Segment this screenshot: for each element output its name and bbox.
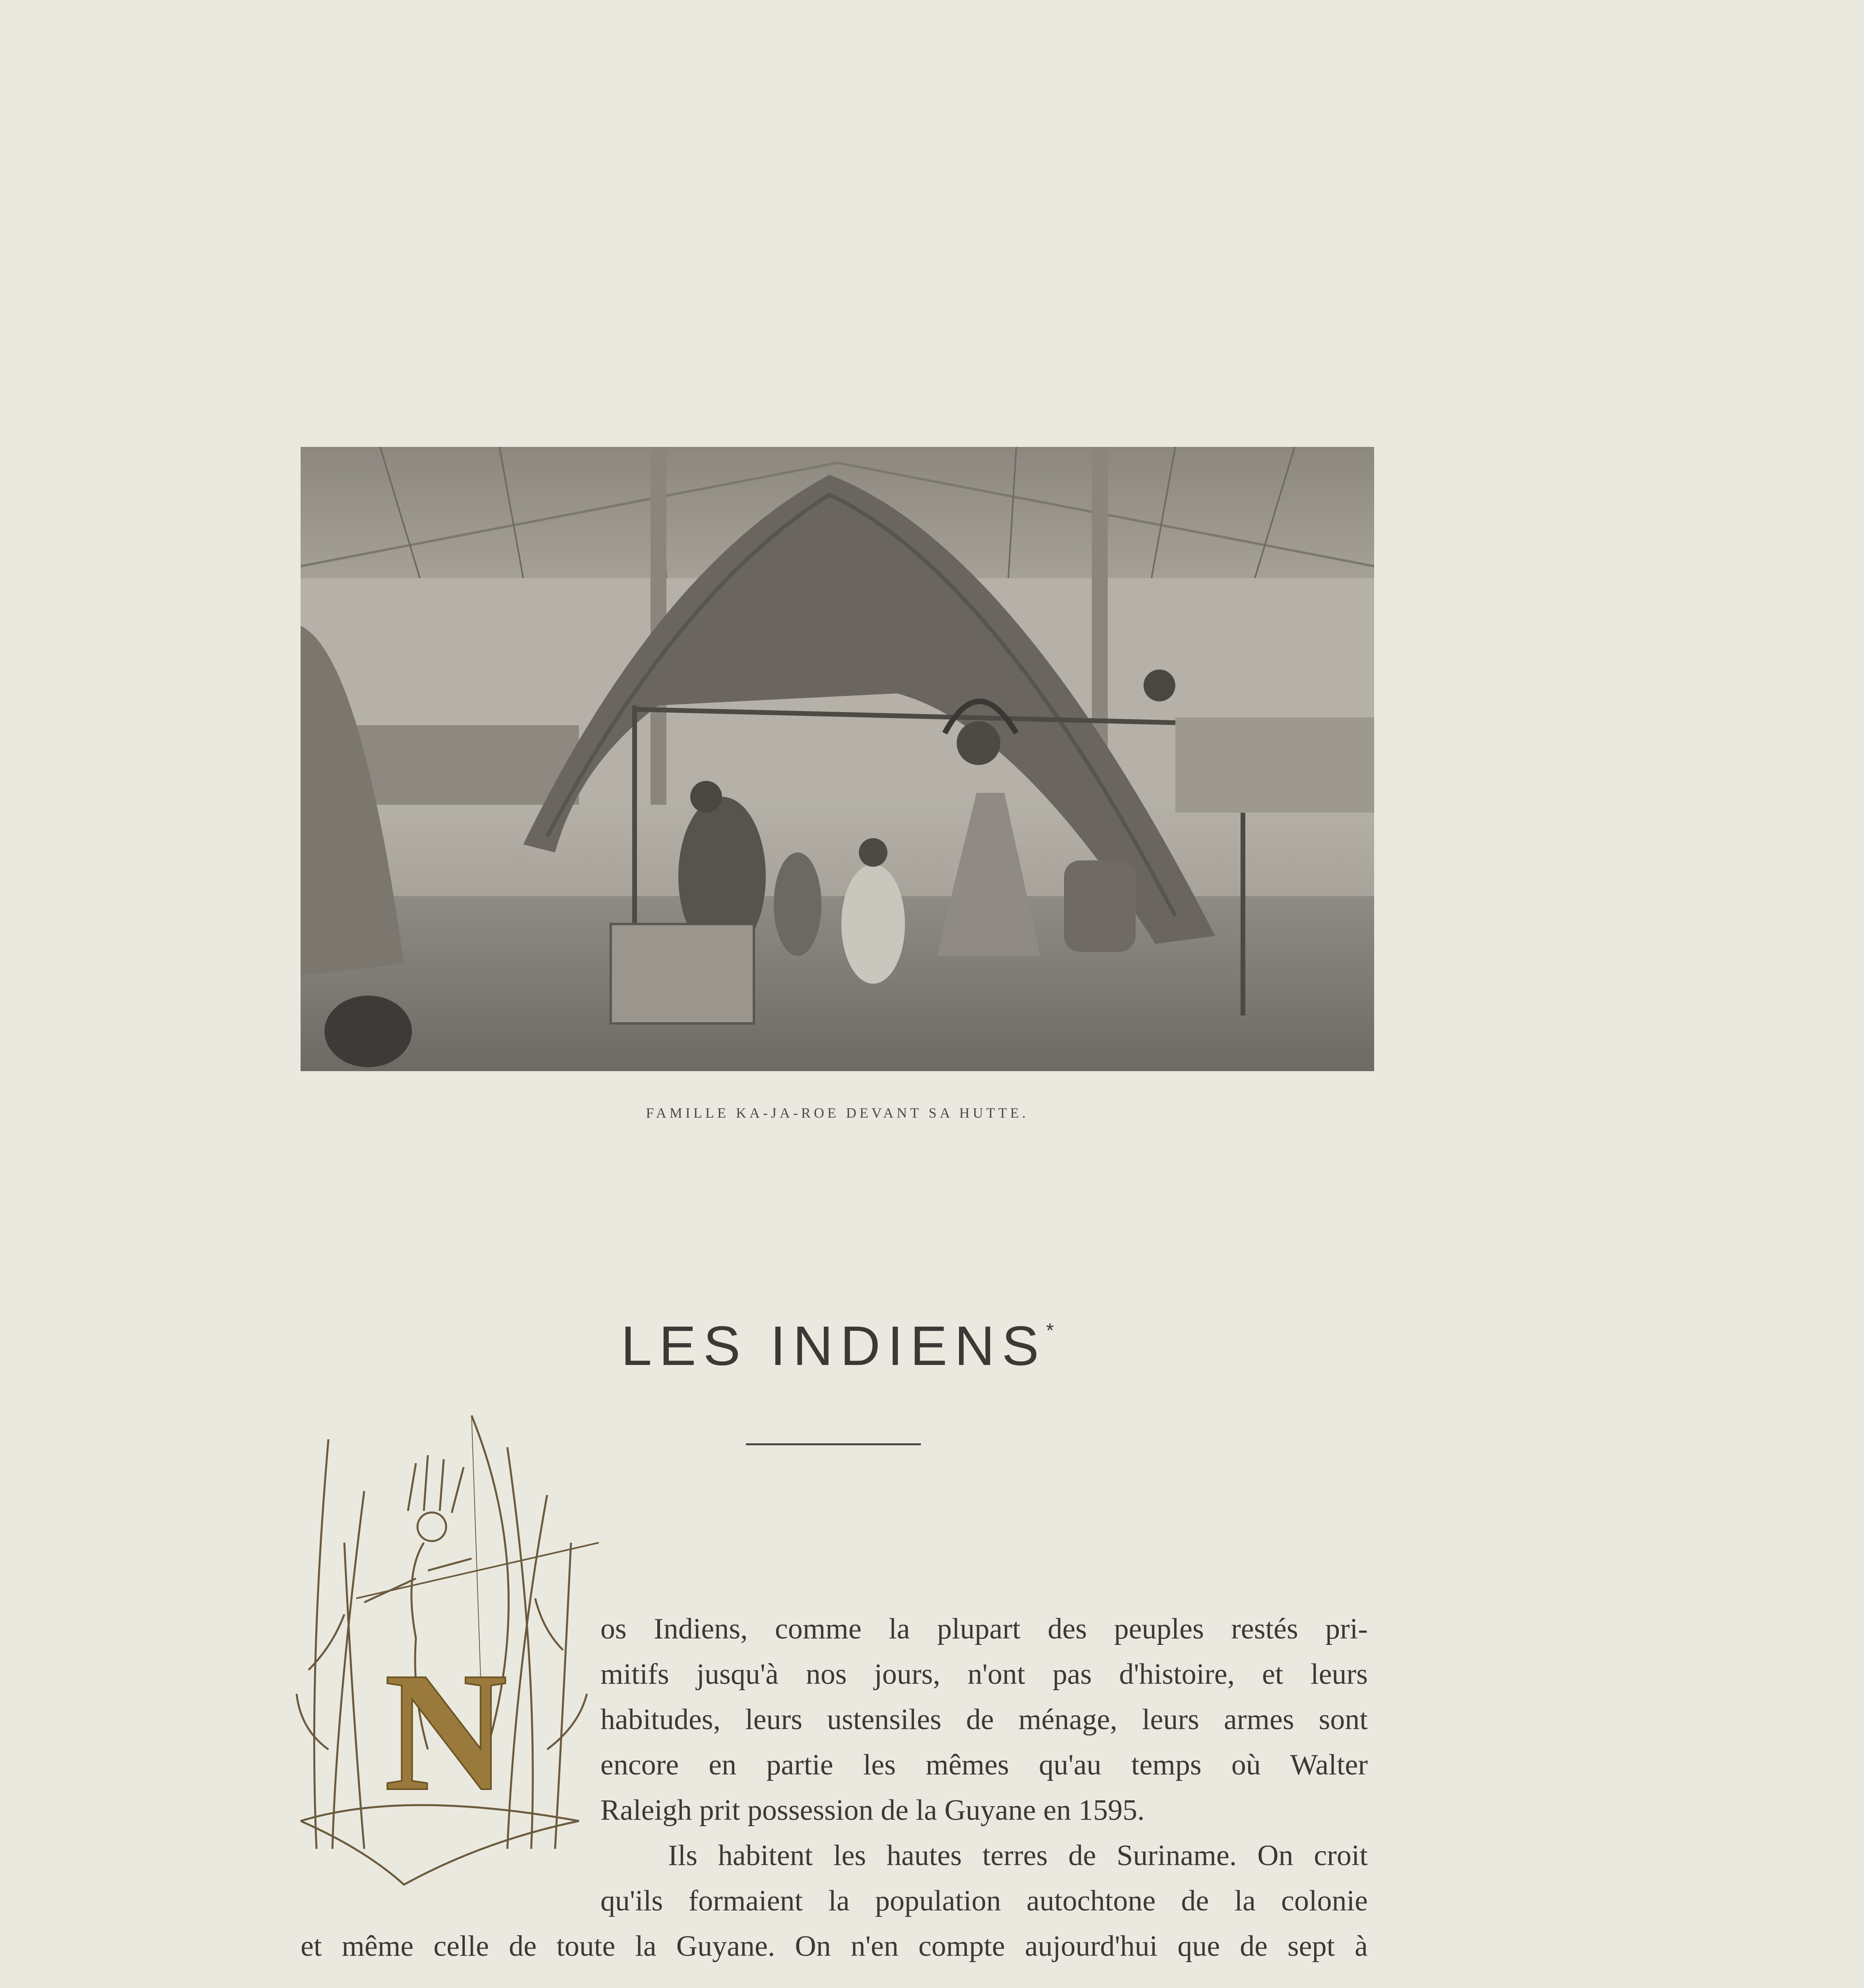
- paragraph-line: os Indiens, comme la plupart des peuples restés pri-: [600, 1613, 1368, 1645]
- hut-photograph: [301, 447, 1374, 1071]
- paragraph-line: Ils habitent les hautes terres de Suriname. On croit: [668, 1839, 1368, 1872]
- paragraph-line: Raleigh prit possession de la Guyane en 1595.: [600, 1794, 1145, 1827]
- paragraph-1: [600, 1606, 1368, 1924]
- dropcap-letter: N: [384, 1637, 508, 1827]
- archer-in-reeds-illustration-icon: [285, 1392, 603, 1889]
- footnote-marker: *: [1046, 1319, 1054, 1342]
- title-divider: [746, 1443, 921, 1445]
- photograph-image: [301, 447, 1374, 1071]
- chapter-title-text: LES INDIENS: [621, 1314, 1046, 1377]
- ornamental-initial: [285, 1392, 603, 1889]
- paragraph-line: habitudes, leurs ustensiles de ménage, leurs armes sont: [600, 1703, 1368, 1736]
- paragraph-line: et même celle de toute la Guyane. On n'en compte aujourd'hui que de sept à: [301, 1930, 1368, 1963]
- paragraph-line: encore en partie les mêmes qu'au temps où Walter: [600, 1749, 1368, 1781]
- chapter-title: [301, 1314, 1374, 1378]
- paragraph-2-continued: [301, 1924, 1368, 1969]
- paragraph-line: qu'ils formaient la population autochtone de la colonie: [600, 1885, 1368, 1917]
- figure-caption: FAMILLE KA-JA-ROE DEVANT SA HUTTE.: [646, 1105, 1029, 1121]
- paragraph-line: mitifs jusqu'à nos jours, n'ont pas d'histoire, et leurs: [600, 1658, 1368, 1691]
